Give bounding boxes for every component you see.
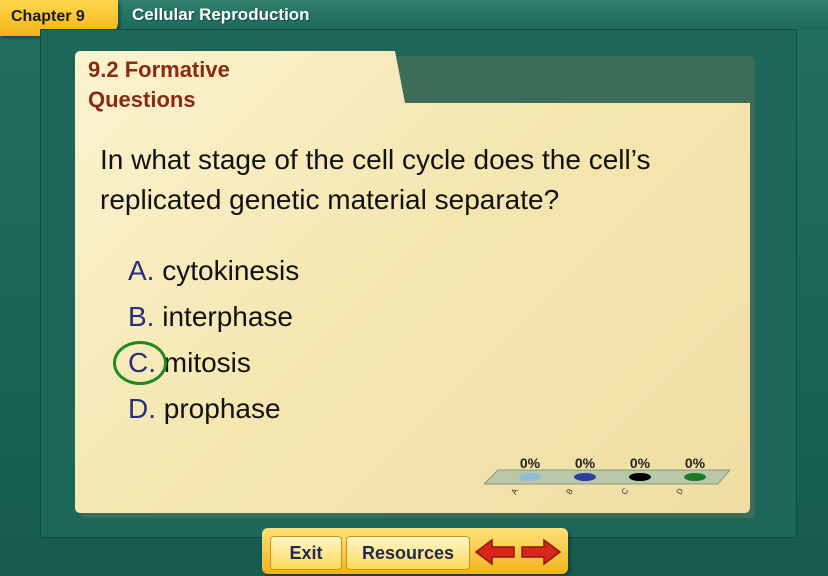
answer-text: prophase bbox=[163, 393, 281, 424]
resources-button[interactable]: Resources bbox=[346, 536, 470, 570]
poll-letter-d: D bbox=[674, 486, 686, 497]
poll-disc-a bbox=[519, 473, 541, 481]
arrow-left-icon[interactable] bbox=[474, 536, 516, 568]
answer-list bbox=[128, 248, 299, 432]
answer-letter: D. bbox=[128, 393, 156, 424]
poll-letter-a: A bbox=[509, 486, 520, 497]
poll-label-c: 0% bbox=[629, 455, 651, 471]
poll-label-b: 0% bbox=[574, 455, 596, 471]
poll-letter-b: B bbox=[564, 486, 575, 497]
header-bar bbox=[0, 0, 828, 30]
answer-text: cytokinesis bbox=[162, 255, 300, 286]
answer-text: interphase bbox=[162, 301, 294, 332]
question-text: In what stage of the cell cycle does the cell’s replicated genetic material separate? bbox=[100, 144, 651, 215]
chapter-title: Cellular Reproduction bbox=[132, 5, 310, 24]
correct-answer-circle bbox=[113, 341, 167, 385]
answer-d[interactable] bbox=[128, 386, 299, 432]
answer-letter: B. bbox=[128, 301, 155, 332]
poll-label-d: 0% bbox=[684, 455, 706, 471]
answer-b[interactable] bbox=[128, 294, 299, 340]
poll-letter-c: C bbox=[619, 486, 631, 497]
answer-a[interactable] bbox=[128, 248, 299, 294]
answer-letter: A. bbox=[128, 255, 155, 286]
answer-text: mitosis bbox=[163, 347, 251, 378]
poll-disc-d bbox=[684, 473, 706, 481]
answer-letter: C. bbox=[128, 347, 156, 378]
chapter-label: Chapter 9 bbox=[11, 8, 85, 25]
exit-button[interactable]: Exit bbox=[270, 536, 342, 570]
arrow-right-icon[interactable] bbox=[520, 536, 562, 568]
poll-results bbox=[484, 452, 732, 508]
poll-label-a: 0% bbox=[519, 455, 541, 471]
poll-disc-c bbox=[629, 473, 651, 481]
poll-disc-b bbox=[574, 473, 596, 481]
section-title: 9.2 Formative Questions bbox=[88, 57, 230, 112]
